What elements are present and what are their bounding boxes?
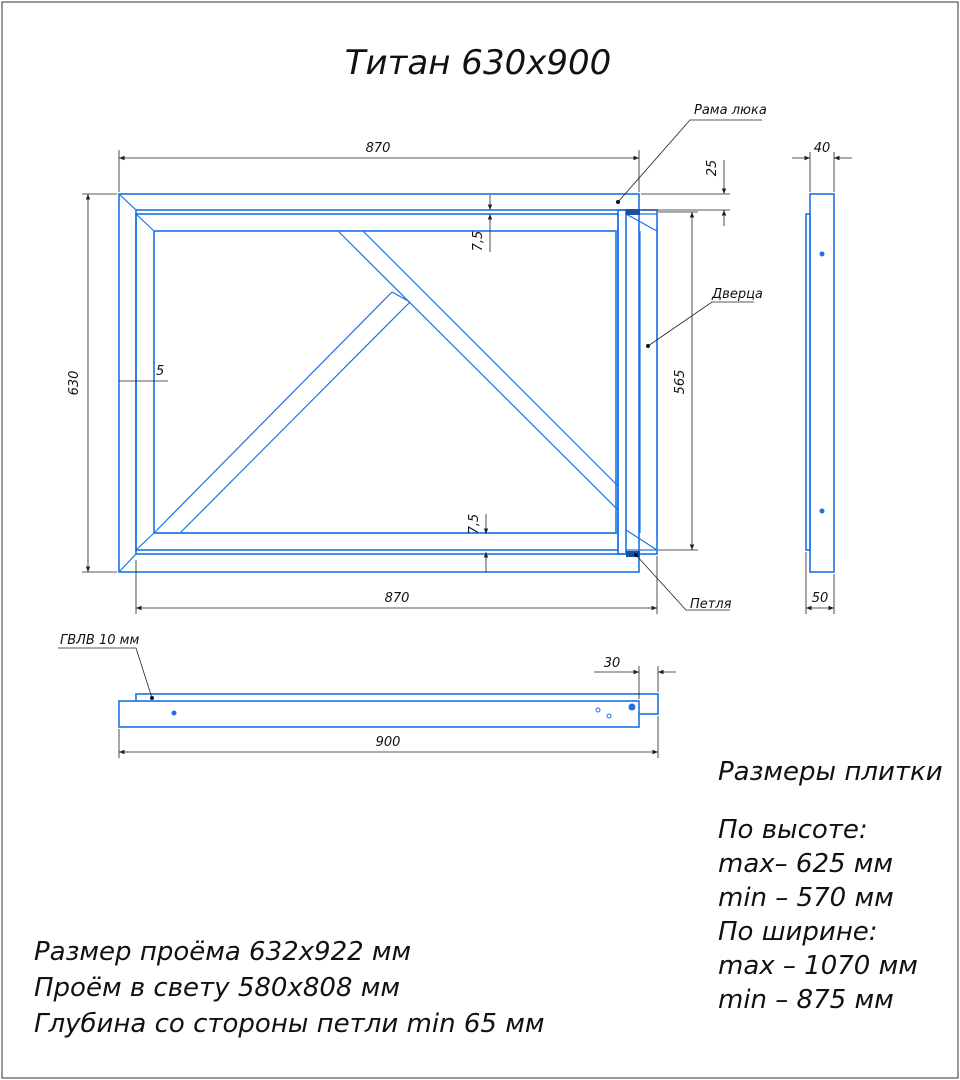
dim-left-630	[67, 194, 117, 572]
drawing-title: Титан 630х900	[344, 43, 612, 83]
tile-width-heading: По ширине:	[718, 917, 878, 947]
dim-length-900: 900	[375, 735, 401, 750]
hinge-bottom	[626, 551, 640, 557]
dim-left-height: 630	[67, 370, 82, 396]
tile-height-heading: По высоте:	[718, 815, 868, 845]
leader-hinge	[634, 553, 732, 612]
label-door: Дверца	[712, 287, 763, 302]
label-gvl: ГВЛВ 10 мм	[60, 633, 140, 648]
dim-right-height: 565	[673, 369, 688, 395]
dim-inner-bottom	[467, 514, 486, 572]
dim-right-565	[658, 212, 698, 550]
dim-bottom-870	[136, 556, 657, 614]
door-edge	[618, 210, 626, 554]
dim-gap-25	[641, 160, 730, 226]
label-hinge: Петля	[690, 597, 732, 612]
tile-sizes	[718, 757, 943, 1015]
dim-left-offset: 5	[156, 364, 165, 379]
door-inner	[154, 231, 616, 533]
dim-inner-bottom-value: 7,5	[467, 513, 482, 535]
opening-size: Размер проёма 632х922 мм	[34, 937, 412, 967]
dim-top-870	[119, 141, 639, 192]
tile-heading: Размеры плитки	[718, 757, 943, 787]
frame-inner	[136, 210, 657, 554]
tile-height-max: max– 625 мм	[718, 849, 894, 879]
door-outer	[136, 214, 618, 550]
opening-clear: Проём в свету 580х808 мм	[34, 973, 400, 1003]
dim-bottom-width: 870	[384, 591, 410, 606]
tile-width-max: max – 1070 мм	[718, 951, 918, 981]
opening-info	[34, 937, 544, 1039]
opening-depth: Глубина со стороны петли min 65 мм	[34, 1009, 545, 1039]
front-view	[119, 194, 657, 572]
dim-top-width: 870	[365, 141, 391, 156]
hinge-top	[626, 209, 640, 215]
dim-side-bottom: 50	[811, 591, 829, 606]
label-frame: Рама люка	[694, 103, 767, 118]
side-view	[792, 141, 852, 614]
leader-door	[646, 287, 763, 348]
dim-inner-top	[471, 195, 490, 252]
dim-gap-top: 25	[705, 159, 720, 177]
dim-offset-5	[119, 364, 168, 381]
tile-width-min: min – 875 мм	[718, 985, 894, 1015]
top-view	[58, 633, 676, 758]
dim-bottom-30: 30	[603, 656, 621, 671]
dim-side-top: 40	[813, 141, 831, 156]
tile-height-min: min – 570 мм	[718, 883, 894, 913]
dim-inner-top-value: 7,5	[471, 230, 486, 252]
